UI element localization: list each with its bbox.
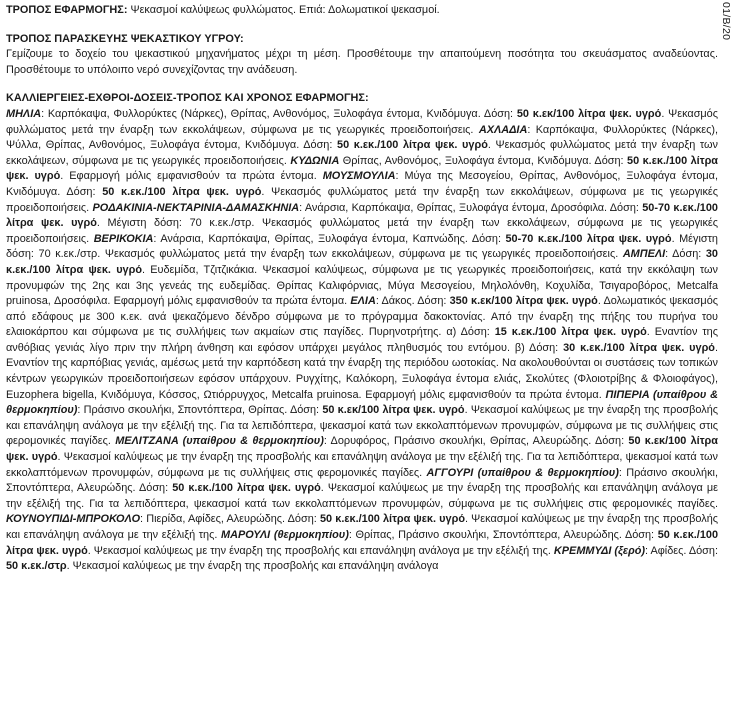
crops-body bbox=[6, 107, 718, 575]
section-gap bbox=[6, 19, 718, 32]
crop-text: . Ψεκασμοί καλύψεως με την έναρξη της προσβολής και επανάληψη ανάλογα με την εξέλιξή της. Για τα λεπιδόπτερα, ψεκασμοί κατά των εκκολαπτόμενων προνυμφών, σύμφωνα με τις συλλήψεις στις φερομονικές παγίδες. bbox=[6, 482, 718, 510]
dose-value: 350 κ.εκ/100 λίτρα ψεκ. υγρό bbox=[449, 295, 598, 308]
crop-text: . Δολωματικός ψεκασμός από εδάφους με 300 κ.εκ. ανά ψεκαζόμενο δένδρο σύμφωνα με το πρόγραμμα δακοκτονίας. Από την έναρξη της πήξης του πυρήνα του ελαιοκάρπου και σύμφωνα με τις συλλήψεις των ακμαίων στις παγίδες. Πυρηνοτρήτης. α) Δόση: bbox=[6, 295, 719, 339]
dose-value: 50-70 κ.εκ./100 λίτρα ψεκ. υγρό bbox=[6, 201, 718, 230]
crop-name: ΜΕΛΙΤΖΑΝΑ (υπαίθρου & θερμοκηπίου) bbox=[115, 435, 324, 448]
crop-name: ΠΙΠΕΡΙΑ (υπαίθρου & θερμοκηπίου) bbox=[6, 388, 718, 417]
crop-text: : Ανάρσια, Καρπόκαψα, Θρίπας, Ξυλοφάγα έντομα, Δροσόφιλα. Δόση: bbox=[299, 201, 643, 214]
crop-text: . Ψεκασμοί καλύψεως με την έναρξη της προσβολής και επανάληψη ανάλογα με την εξέλιξή της. bbox=[87, 544, 554, 557]
preparation-heading: ΤΡΟΠΟΣ ΠΑΡΑΣΚΕΥΗΣ ΨΕΚΑΣΤΙΚΟΥ ΥΓΡΟΥ: bbox=[6, 32, 244, 45]
dose-value: 50 κ.εκ./100 λίτρα ψεκ. υγρό bbox=[102, 185, 262, 198]
crop-text: : Μύγα της Μεσογείου, Θρίπας, Ανθονόμος, Ξυλοφάγα έντομα, Κνιδόμυγα. Δόση: bbox=[6, 170, 718, 198]
crop-text: . Μέγιστη δόση: 70 κ.εκ./στρ. Ψεκασμός φυλλώματος μετά την έναρξη των εκκολάψεων, σύμφωνα με τις γεωργικές προειδοποιήσεις. bbox=[6, 217, 719, 245]
label-document bbox=[6, 3, 718, 575]
dose-value: 50 κ.εκ/100 λίτρα ψεκ. υγρό bbox=[6, 435, 718, 464]
crop-name: ΑΧΛΑΔΙΑ bbox=[478, 123, 528, 136]
application-heading: ΤΡΟΠΟΣ ΕΦΑΡΜΟΓΗΣ: bbox=[6, 4, 128, 16]
section-gap bbox=[6, 78, 718, 91]
crop-text: : Δόση: bbox=[665, 248, 706, 261]
crop-name: ΑΜΠΕΛΙ bbox=[622, 248, 666, 261]
crop-text: . Ευδεμίδα, Τζιτζικάκια. Ψεκασμοί καλύψεως, σύμφωνα με τις γεωργικές προειδοποιήσεις, κατά την εκκόλαψη των προνυμφών της 2ης και 3ης γενεάς της ευδεμίδας. Θρίπας Καλιφόρνιας, Μύγα Μεσογείου, Μηλολόνθη, Κοχυλίδα, Τσιγαροβόρος, Metcalfa pruinosa, Δροσόφιλα. Εφαρμογή μόλις εμφανισθούν τα πρώτα έντομα. bbox=[6, 263, 718, 308]
crop-text: : Δορυφόρος, Πράσινο σκουλήκι, Θρίπας, Αλευρώδης. Δόση: bbox=[323, 435, 629, 448]
crop-text: . Εναντίον της ανθόβιας γενιάς λίγο πριν την πλήρη άνθηση και εφόσον υπάρχει μεγάλος πληθυσμός του εντόμου. β) Δόση: bbox=[6, 326, 718, 354]
crop-text: : Καρπόκαψα, Φυλλορύκτες (Νάρκες), Θρίπας, Ανθονόμος, Ξυλοφάγα έντομα, Κνιδόμυγα. Δόση: bbox=[41, 107, 517, 120]
crop-text: : Δάκος. Δόση: bbox=[375, 295, 450, 308]
crop-name: ΕΛΙΑ bbox=[350, 295, 376, 308]
crop-text: Θρίπας, Ανθονόμος, Ξυλοφάγα έντομα, Κνιδόμυγα. Δόση: bbox=[339, 154, 628, 167]
dose-value: 50 κ.εκ./100 λίτρα ψεκ. υγρό bbox=[172, 482, 321, 495]
crop-text: : Ανάρσια, Καρπόκαψα, Θρίπας, Ξυλοφάγα έντομα, Καπνώδης. Δόση: bbox=[153, 232, 506, 245]
crop-text: . Μέγιστη δόση: 70 κ.εκ./στρ. Ψεκασμός φυλλώματος μετά την έναρξη των εκκολάψεων, σύμφωνα με τις γεωργικές προειδοποιήσεις. bbox=[6, 232, 718, 261]
crop-name: ΜΟΥΣΜΟΥΛΙΑ bbox=[322, 170, 396, 183]
dose-value: 30 κ.εκ./100 λίτρα ψεκ. υγρό bbox=[563, 341, 715, 354]
crop-text: : Πιερίδα, Αφίδες, Αλευρώδης. Δόση: bbox=[140, 513, 320, 526]
crop-text: : Αφίδες. Δόση: bbox=[645, 544, 718, 557]
crop-name: ΡΟΔΑΚΙΝΙΑ-ΝΕΚΤΑΡΙΝΙΑ-ΔΑΜΑΣΚΗΝΙΑ bbox=[92, 201, 300, 214]
dose-value: 50 κ.εκ./100 λίτρα ψεκ. υγρό bbox=[6, 529, 718, 557]
crop-name: ΜΑΡΟΥΛΙ (θερμοκηπίου) bbox=[221, 529, 349, 541]
dose-value: 30 κ.εκ./100 λίτρα ψεκ. υγρό bbox=[6, 248, 718, 276]
crop-text: . Ψεκασμοί καλύψεως με την έναρξη της προσβολής και επανάληψη ανάλογα με την εξέλιξή της. Για τα λεπιδόπτερα, ψεκασμοί κατά των εκκολαπτόμενων προνυμφών, σύμφωνα με τις συλλήψεις στις φερομονικές παγίδες. bbox=[6, 404, 719, 448]
crop-text: . Ψεκασμός φυλλώματος μετά την έναρξη των εκκολάψεων, σύμφωνα με τις γεωργικές προειδοποιήσεις. bbox=[6, 185, 718, 214]
crop-text: . Ψεκασμοί καλύψεως με την έναρξη της προσβολής και επανάληψη ανάλογα με την εξέλιξή της. Για τα λεπιδόπτερα, ψεκασμοί κατά των εκκολαπτόμενων προνυμφών, σύμφωνα με τις συλλήψεις στις φερομονικές παγίδες. bbox=[6, 451, 718, 479]
crop-text: : Θρίπας, Πράσινο σκουλήκι, Σποντόπτερα, Αλευρώδης. Δόση: bbox=[348, 529, 658, 541]
application-section bbox=[6, 3, 718, 19]
dose-value: 50 κ.εκ/100 λίτρα ψεκ. υγρό bbox=[516, 107, 662, 120]
crop-name: ΒΕΡΙΚΟΚΙΑ bbox=[93, 232, 154, 245]
crop-name: ΚΟΥΝΟΥΠΙΔΙ-ΜΠΡΟΚΟΛΟ bbox=[6, 513, 141, 526]
preparation-text: Γεμίζουμε το δοχείο του ψεκαστικού μηχανήματος μέχρι τη μέση. Προσθέτουμε την απαιτούμενη ποσότητα του σκευάσματος αναδεύοντας. Προσθέτουμε το υπόλοιπο νερό συνεχίζοντας την ανάδευση. bbox=[6, 48, 718, 76]
document-code: 01/B/20 bbox=[720, 2, 732, 41]
crop-name: ΚΡΕΜΜΥΔΙ (ξερό) bbox=[553, 544, 645, 557]
crop-text: : Καρπόκαψα, Φυλλορύκτες (Νάρκες), Ψύλλα, Θρίπας, Ανθονόμος, Ξυλοφάγα έντομα, Κνιδόμυγα. Δόση: bbox=[6, 123, 718, 152]
crop-name: ΚΥΔΩΝΙΑ bbox=[290, 154, 340, 167]
dose-value: 50 κ.εκ./100 λίτρα ψεκ. υγρό bbox=[337, 139, 488, 152]
crop-text: . Εναντίον της καρπόβιας γενιάς, αμέσως μετά την καρπόδεση κατά την έναρξη της περιόδου ωοτοκίας. Να ακολουθούνται οι συστάσεις των τοπικών κέντρων γεωργικών προειδοποιήσεων εφόσον υπάρχουν. Ρυγχίτης, Καλόκορη, Ξυλοφάγα έντομα ελιάς, Σκολύτες (Φλοιοτρίβης & Φλοιοφάγος), Euzophera bigella, Κνιδόμυγα, Κόσσος, Ωτιόρρυγχος, Metcalfa pruinosa. Εφαρμογή μόλις εμφανισθούν τα πρώτα έντομα. bbox=[6, 341, 718, 401]
crop-text: . Ψεκασμός φυλλώματος μετά την έναρξη των εκκολάψεων, σύμφωνα με τις γεωργικές προειδοποιήσεις. bbox=[6, 107, 718, 136]
crop-text: : Πράσινο σκουλήκι, Σποντόπτερα, Θρίπας. Δόση: bbox=[77, 404, 323, 417]
crop-text: : Πράσινο σκουλήκι, Σποντόπτερα, Αλευρώδης. Δόση: bbox=[6, 466, 719, 495]
dose-value: 50 κ.εκ/100 λίτρα ψεκ. υγρό bbox=[322, 404, 465, 417]
dose-value: 50-70 κ.εκ./100 λίτρα ψεκ. υγρό bbox=[505, 232, 672, 245]
dose-value: 50 κ.εκ./100 λίτρα ψεκ. υγρό bbox=[6, 154, 718, 183]
dose-value: 15 κ.εκ./100 λίτρα ψεκ. υγρό bbox=[494, 326, 647, 339]
dose-value: 50 κ.εκ./στρ bbox=[6, 560, 67, 573]
crop-name: ΑΓΓΟΥΡΙ (υπαίθρου & θερμοκηπίου) bbox=[426, 466, 619, 479]
crop-text: . Ψεκασμοί καλύψεως με την έναρξη της προσβολής και επανάληψη ανάλογα με την εξέλιξή της. bbox=[6, 513, 718, 541]
crop-name: ΜΗΛΙΑ bbox=[6, 107, 42, 120]
crop-text: . Ψεκασμός φυλλώματος μετά την έναρξη των εκκολάψεων, σύμφωνα με τις γεωργικές προειδοποιήσεις. bbox=[6, 139, 718, 167]
application-text: Ψεκασμοί καλύψεως φυλλώματος. Επιά: Δολωματικοί ψεκασμοί. bbox=[127, 4, 440, 16]
crop-text: . Εφαρμογή μόλις εμφανισθούν τα πρώτα έντομα. bbox=[60, 170, 323, 183]
crops-heading: ΚΑΛΛΙΕΡΓΕΙΕΣ-ΕΧΘΡΟΙ-ΔΟΣΕΙΣ-ΤΡΟΠΟΣ ΚΑΙ ΧΡΟΝΟΣ ΕΦΑΡΜΟΓΗΣ: bbox=[6, 92, 369, 105]
crop-text: . Ψεκασμοί καλύψεως με την έναρξη της προσβολής και επανάληψη ανάλογα bbox=[66, 560, 439, 573]
dose-value: 50 κ.εκ./100 λίτρα ψεκ. υγρό bbox=[319, 513, 465, 526]
